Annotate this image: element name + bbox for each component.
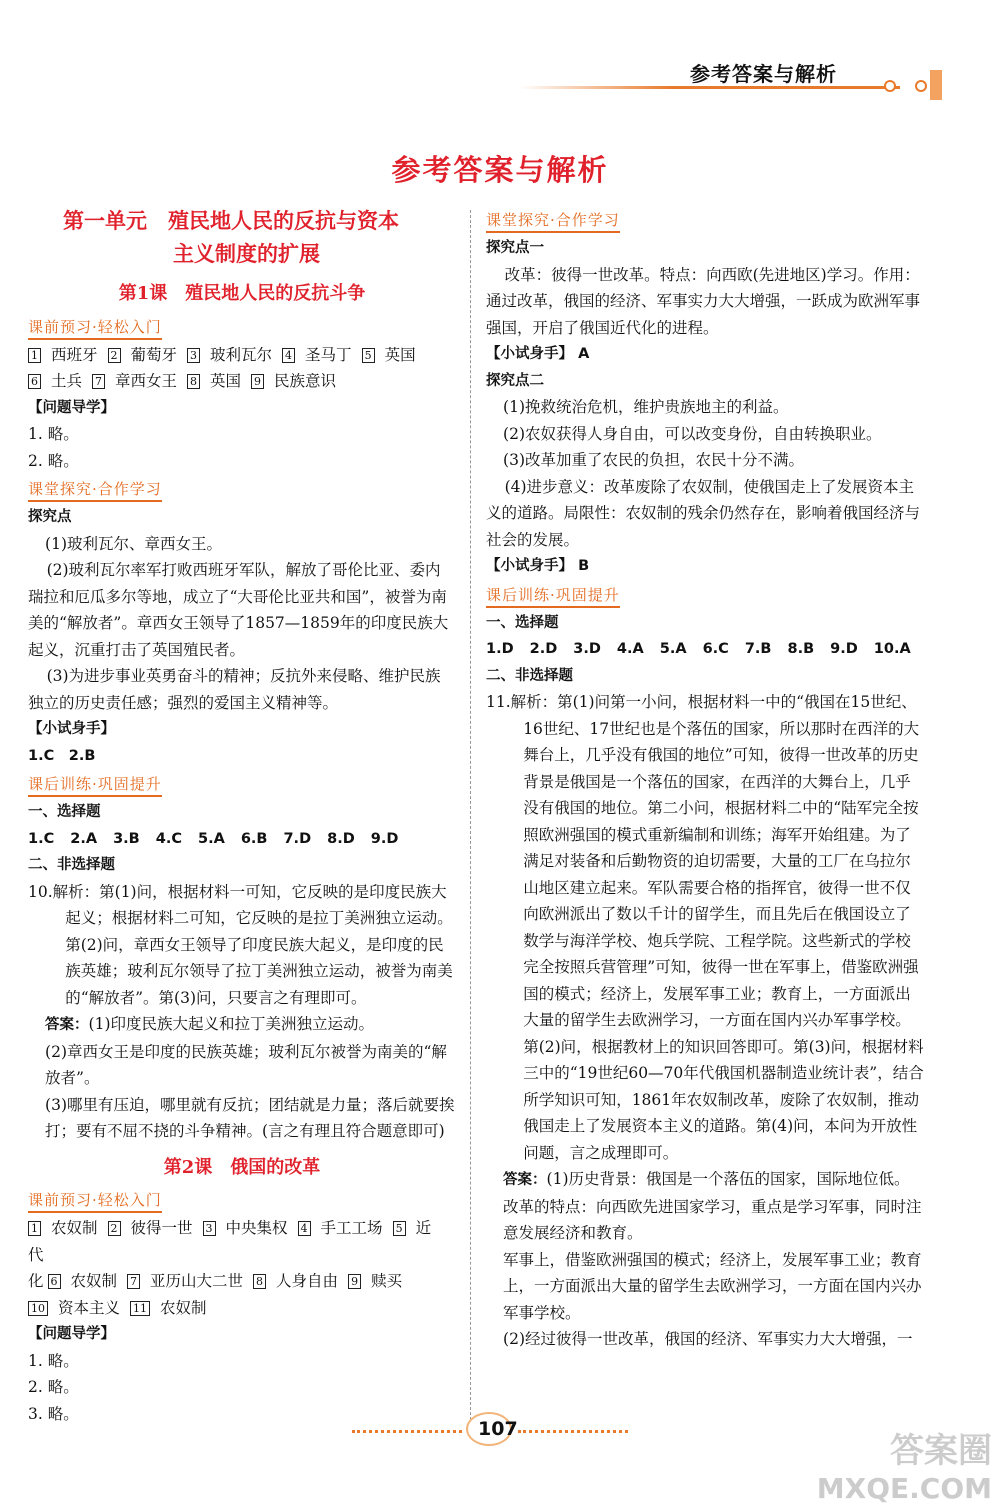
item-text: 彼得一世 xyxy=(130,1219,193,1237)
choice-answer: 8.B xyxy=(787,641,815,657)
item-number-box: 6 xyxy=(28,374,41,389)
point2-label: 探究点二 xyxy=(486,372,544,389)
guide-answer: 1. 略。 xyxy=(28,425,79,443)
footer-dots-right xyxy=(518,1430,628,1433)
preview-item xyxy=(92,372,177,390)
footer-dots-left xyxy=(352,1430,462,1433)
item-number-box: 4 xyxy=(282,348,295,363)
item-text: 农奴制 xyxy=(70,1272,118,1290)
q11-answer-1 xyxy=(486,1166,926,1194)
item-text: 农奴制 xyxy=(51,1219,98,1237)
preview-item xyxy=(203,1219,288,1237)
try2-label: 【小试身手】 xyxy=(486,558,573,574)
preview-item xyxy=(187,372,241,390)
choice-answer: 4.A xyxy=(616,641,644,657)
preview-item xyxy=(28,346,98,364)
q10-answer-3: (3)哪里有压迫，哪里就有反抗；团结就是力量；落后就要挨打；要有不屈不挠的斗争精神。(言之有理且符合题意即可) xyxy=(45,1095,455,1140)
q11-answer-label: 答案： xyxy=(503,1172,547,1188)
choice-answers xyxy=(28,826,456,853)
item-number-box: 2 xyxy=(108,348,121,363)
preview-item xyxy=(187,346,272,364)
item-text: 英国 xyxy=(384,345,416,364)
preview-item xyxy=(28,1299,120,1317)
choice-answer: 5.A xyxy=(659,641,687,657)
nonchoice-label: 二、非选择题 xyxy=(28,857,115,873)
choice-answer: 4.C xyxy=(155,830,182,847)
try-label: 【小试身手】 xyxy=(28,721,115,737)
guide2-answer: 1. 略。 xyxy=(28,1351,79,1370)
unit-title-line1: 第一单元 殖民地人民的反抗与资本 xyxy=(63,209,399,233)
item-text: 西班牙 xyxy=(51,345,98,364)
explore-label: 探究点 xyxy=(28,509,72,525)
preview-item-cont: 化 xyxy=(28,1272,44,1290)
item-number-box: 10 xyxy=(28,1301,48,1316)
preview-item xyxy=(298,1219,383,1237)
item-text: 葡萄牙 xyxy=(130,345,178,364)
explore-answer-2: (2)玻利瓦尔率军打败西班牙军队，解放了哥伦比亚、委内瑞拉和厄瓜多尔等地，成立了“大哥伦比亚共和国”，被誉为南美的“解放者”。章西女王领导了1857—1859年的印度民族大起义，沉重打击了英国殖民者。 xyxy=(28,561,449,659)
item-text: 玻利瓦尔 xyxy=(210,345,273,364)
preview-item xyxy=(251,372,336,390)
choice-answer: 5.A xyxy=(197,830,225,847)
choice-answer: 1.D xyxy=(486,641,514,657)
q10-answer-1 xyxy=(28,1011,456,1039)
page-title: 参考答案与解析 xyxy=(391,153,609,187)
choice-answer: 6.B xyxy=(240,830,268,847)
item-text: 英国 xyxy=(210,372,242,390)
q10-answer-2: (2)章西女王是印度的民族英雄；玻利瓦尔被誉为南美的“解放者”。 xyxy=(45,1042,447,1087)
item-text: 圣马丁 xyxy=(305,345,352,364)
explore-answer-3: (3)为进步事业英勇奋斗的精神；反抗外来侵略、维护民族独立的历史责任感；强烈的爱国主义精神等。 xyxy=(28,667,441,712)
q11-answer-4: (2)经过彼得一世改革，俄国的经济、军事实力大大增强，一 xyxy=(503,1330,913,1348)
choice-answer: 9.D xyxy=(830,641,858,657)
preview-row xyxy=(28,368,456,395)
right-column xyxy=(486,205,926,1353)
preview-item xyxy=(48,1272,118,1290)
watermark-logo: 答案圈 MXQE.COM xyxy=(816,1431,992,1505)
q11-analysis: 11.解析：第(1)问第一小问，根据材料一中的“俄国在15世纪、16世纪、17世纪也是个落伍的国家，所以那时在西洋的大舞台上，几乎没有俄国的地位”可知，彼得一世改革的历史背景是俄国是一个落伍的国家，在西洋的大舞台上，几乎没有俄国的地位。第二小问，根据材料二中的“陆军完全按照欧洲强国的模式重新编制和训练；海军开始组建。为了满足对装备和后勤物资的迫切需要，大量的工厂在乌拉尔山地区建立起来。军队需要合格的指挥官，彼得一世不仅向欧洲派出了数以千计的留学生，而且先后在俄国设立了数学与海洋学校、炮兵学院、工程学院。这些新式的学校完全按照兵营管理”可知，彼得一世在军事上，借鉴欧洲强国的模式；经济上，发展军事工业；教育上，一方面派出大量的留学生去欧洲学习，一方面在国内兴办军事学校。第(2)问，根据教材上的知识回答即可。第(3)问，根据材料三中的“19世纪60—70年代俄国机器制造业统计表”，结合所学知识可知，1861年农奴制改革，废除了农奴制，推动俄国走上了发展资本主义的道路。第(4)问，本问为开放性问题，言之成理即可。 xyxy=(486,693,924,1162)
preview-item xyxy=(253,1272,338,1290)
choice-answer: 2.D xyxy=(529,641,558,657)
item-number-box: 3 xyxy=(187,348,200,363)
preview-item xyxy=(28,1219,98,1237)
item-text: 章西女王 xyxy=(115,372,178,390)
try2 xyxy=(486,553,926,580)
lesson2-title: 第2课 俄国的改革 xyxy=(163,1156,321,1178)
guide2-answer: 3. 略。 xyxy=(28,1404,79,1423)
preview-item xyxy=(108,1219,193,1237)
choice-answer: 9.D xyxy=(370,830,399,847)
item-text: 手工工场 xyxy=(320,1219,383,1237)
choice-answer: 2.A xyxy=(70,830,98,847)
preview-item xyxy=(130,1299,207,1317)
choice-answer: 3.D xyxy=(573,641,601,657)
item-number-box: 7 xyxy=(92,374,105,389)
guide-label: 【问题导学】 xyxy=(28,399,115,416)
preview-item xyxy=(362,346,416,364)
point2-item: (3)改革加重了农民的负担，农民十分不满。 xyxy=(503,451,805,469)
point1-label: 探究点一 xyxy=(486,240,544,256)
column-divider xyxy=(470,210,471,1420)
choice-label: 一、选择题 xyxy=(486,614,559,631)
preview-items xyxy=(28,342,456,395)
explore-answer-1: (1)玻利瓦尔、章西女王。 xyxy=(45,534,223,553)
header-dot xyxy=(884,80,896,92)
item-text: 中央集权 xyxy=(225,1219,288,1237)
try1 xyxy=(486,341,926,368)
choice-answers xyxy=(486,636,926,663)
header-rule xyxy=(520,86,900,89)
item-number-box: 1 xyxy=(28,1221,41,1236)
item-text: 近代 xyxy=(28,1219,432,1264)
preview-item xyxy=(28,372,82,390)
try2-answer: B xyxy=(578,558,590,574)
section-tag-class: 课堂探究·合作学习 xyxy=(486,209,620,233)
item-number-box: 5 xyxy=(362,348,375,363)
q11-answer-text: (1)历史背景：俄国是一个落伍的国家，国际地位低。 xyxy=(546,1170,910,1188)
item-number-box: 8 xyxy=(253,1274,266,1289)
choice-answer: 6.C xyxy=(702,641,729,657)
item-number-box: 1 xyxy=(28,348,41,363)
item-number-box: 7 xyxy=(127,1274,140,1289)
left-column xyxy=(28,205,456,1427)
try1-answer: A xyxy=(578,346,590,362)
section-tag-after: 课后训练·巩固提升 xyxy=(28,773,162,797)
item-number-box: 5 xyxy=(393,1221,406,1236)
preview-item xyxy=(108,346,178,364)
q10-answer-label: 答案： xyxy=(45,1017,89,1033)
choice-answer: 10.A xyxy=(873,641,911,657)
choice-answer: 7.D xyxy=(283,830,312,847)
item-text: 赎买 xyxy=(371,1272,403,1290)
choice-answer: 8.D xyxy=(327,830,355,847)
item-number-box: 3 xyxy=(203,1221,216,1236)
preview-row xyxy=(28,1268,456,1295)
header-dot xyxy=(915,80,927,92)
q10-answer-text: (1)印度民族大起义和拉丁美洲独立运动。 xyxy=(88,1015,375,1033)
preview-item xyxy=(348,1272,402,1290)
guide-answer: 2. 略。 xyxy=(28,451,79,470)
choice-label: 一、选择题 xyxy=(28,804,101,820)
point2-item: (2)农奴获得人身自由，可以改变身份，自由转换职业。 xyxy=(503,424,882,443)
item-number-box: 9 xyxy=(251,374,264,389)
header-title: 参考答案与解析 xyxy=(690,62,837,86)
item-text: 资本主义 xyxy=(58,1298,121,1317)
section-tag-after: 课后训练·巩固提升 xyxy=(486,584,620,608)
nonchoice-label: 二、非选择题 xyxy=(486,667,573,684)
q11-answer-2: 改革的特点：向西欧先进国家学习，重点是学习军事，同时注意发展经济和教育。 xyxy=(503,1197,922,1242)
item-number-box: 6 xyxy=(48,1274,61,1289)
point1-text: 改革：彼得一世改革。特点：向西欧(先进地区)学习。作用：通过改革，俄国的经济、军事实力大大增强，一跃成为欧洲军事强国，开启了俄国近代化的进程。 xyxy=(486,265,921,337)
guide2-answer: 2. 略。 xyxy=(28,1378,79,1396)
try-answer: 1.C 2.B xyxy=(28,747,96,764)
q10-analysis: 10.解析：第(1)问，根据材料一可知，它反映的是印度民族大起义；根据材料二可知，它反映的是拉丁美洲独立运动。第(2)问，章西女王领导了印度民族大起义，是印度的民族英雄；玻利瓦尔领导了拉丁美洲独立运动，被誉为南美的“解放者”。第(3)问，只要言之有理即可。 xyxy=(28,882,453,1007)
preview2-items xyxy=(28,1215,456,1321)
preview-item xyxy=(282,346,352,364)
q11-answer-3: 军事上，借鉴欧洲强国的模式；经济上，发展军事工业；教育上，一方面派出大量的留学生去欧洲学习，一方面在国内兴办军事学校。 xyxy=(503,1250,922,1322)
section-tag-preview2: 课前预习·轻松入门 xyxy=(28,1189,162,1213)
item-text: 人身自由 xyxy=(276,1272,339,1290)
guide2-label: 【问题导学】 xyxy=(28,1326,115,1342)
choice-answer: 1.C xyxy=(28,830,55,847)
try1-label: 【小试身手】 xyxy=(486,346,573,362)
section-tag-class: 课堂探究·合作学习 xyxy=(28,478,162,502)
preview-item xyxy=(127,1272,243,1290)
header-accent-bar xyxy=(930,70,942,100)
preview-row xyxy=(28,1215,456,1268)
preview-row xyxy=(28,1295,456,1322)
item-number-box: 8 xyxy=(187,374,200,389)
item-number-box: 4 xyxy=(298,1221,311,1236)
item-text: 亚历山大二世 xyxy=(150,1272,244,1290)
lesson1-title: 第1课 殖民地人民的反抗斗争 xyxy=(118,283,366,304)
unit-title xyxy=(28,205,456,271)
section-tag-preview: 课前预习·轻松入门 xyxy=(28,316,162,340)
point2-item: (4)进步意义：改革废除了农奴制，使俄国走上了发展资本主义的道路。局限性：农奴制的残余仍然存在，影响着俄国经济与社会的发展。 xyxy=(486,477,921,549)
item-number-box: 2 xyxy=(108,1221,121,1236)
item-text: 土兵 xyxy=(51,372,83,390)
item-text: 农奴制 xyxy=(160,1298,207,1317)
item-text: 民族意识 xyxy=(274,372,337,390)
unit-title-line2: 主义制度的扩展 xyxy=(173,242,320,266)
choice-answer: 7.B xyxy=(744,641,772,657)
page-number: 107 xyxy=(478,1418,518,1440)
preview-row xyxy=(28,342,456,369)
choice-answer: 3.B xyxy=(113,830,140,847)
point2-item: (1)挽救统治危机，维护贵族地主的利益。 xyxy=(503,398,789,416)
item-number-box: 9 xyxy=(348,1274,361,1289)
item-number-box: 11 xyxy=(130,1301,150,1316)
